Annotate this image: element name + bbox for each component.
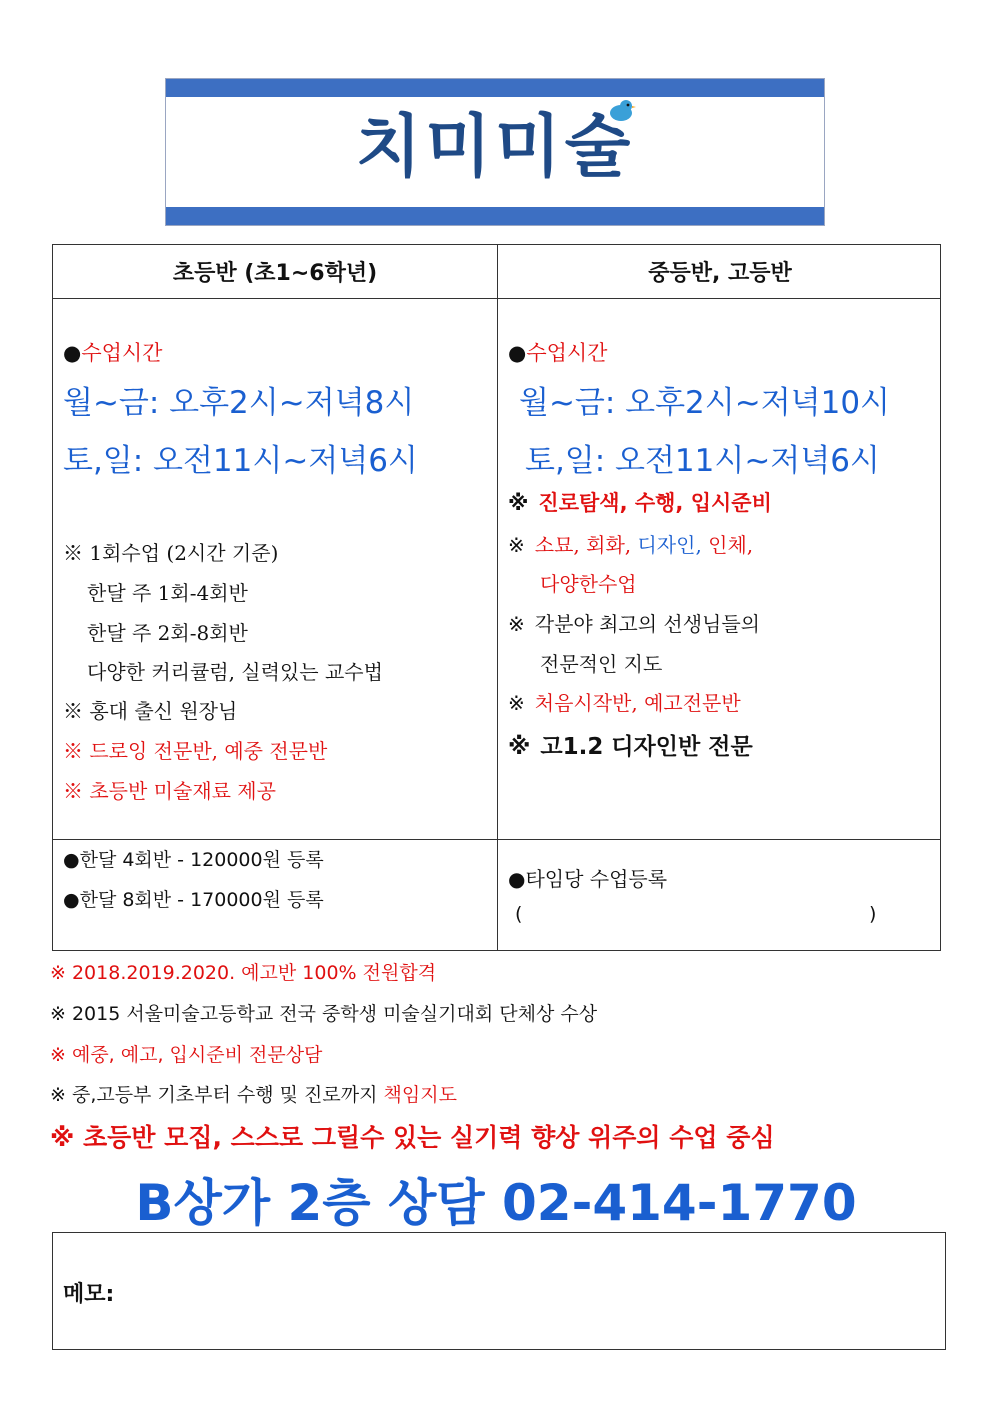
secondary-weekday-hours: 월~금: 오후2시~저녁10시 xyxy=(519,385,890,421)
elementary-note: ※ 1회수업 (2시간 기준) xyxy=(63,541,279,565)
footer-note-guidance: ※ 중,고등부 기초부터 수행 및 진로까지 책임지도 xyxy=(50,1084,457,1106)
footer-note-consult: ※ 예중, 예고, 입시준비 전문상담 xyxy=(50,1044,323,1066)
elementary-note: ※ 홍대 출신 원장님 xyxy=(63,699,238,723)
secondary-note-career: ※ 진로탐색, 수행, 입시준비 xyxy=(508,491,772,515)
elementary-red-note: ※ 드로잉 전문반, 예중 전문반 xyxy=(63,739,328,763)
bullet-icon: ● xyxy=(508,341,527,365)
logo-text: 치미미술 xyxy=(355,108,635,187)
elementary-time-label: ●수업시간 xyxy=(63,341,163,365)
banner-top-stripe xyxy=(166,79,824,97)
memo-label: 메모: xyxy=(63,1282,115,1307)
column-divider xyxy=(497,245,498,950)
logo-banner xyxy=(165,78,825,226)
bullet-icon: ● xyxy=(63,889,80,911)
memo-box xyxy=(52,1232,946,1350)
elementary-weekend-hours: 토,일: 오전11시~저녁6시 xyxy=(63,443,418,479)
secondary-note-classes: ※ 소묘, 회화, 디자인, 인체, xyxy=(508,533,754,557)
elementary-note: 다양한 커리큘럼, 실력있는 교수법 xyxy=(87,660,383,684)
elementary-red-note: ※ 초등반 미술재료 제공 xyxy=(63,779,276,803)
fee-divider xyxy=(53,839,940,840)
bullet-icon: ● xyxy=(63,341,82,365)
secondary-time-label: ●수업시간 xyxy=(508,341,608,365)
middle-high-header: 중등반, 고등반 xyxy=(648,261,792,286)
timed-registration: ●타임당 수업등록 xyxy=(508,867,668,891)
secondary-weekend-hours: 토,일: 오전11시~저녁6시 xyxy=(525,443,880,479)
secondary-note-beginner: ※ 처음시작반, 예고전문반 xyxy=(508,691,741,715)
elementary-note: 한달 주 1회-4회반 xyxy=(87,581,248,605)
class-info-table xyxy=(52,244,941,951)
paren-close: ) xyxy=(869,903,877,925)
secondary-note-teachers-cont: 전문적인 지도 xyxy=(540,652,663,676)
secondary-note-design: ※ 고1.2 디자인반 전문 xyxy=(508,734,753,760)
elementary-note: 한달 주 2회-8회반 xyxy=(87,621,248,645)
elementary-weekday-hours: 월~금: 오후2시~저녁8시 xyxy=(63,385,415,421)
footer-note-award: ※ 2015 서울미술고등학교 전국 중학생 미술실기대회 단체상 수상 xyxy=(50,1003,598,1025)
header-divider xyxy=(53,298,940,299)
secondary-note-teachers: ※ 각분야 최고의 선생님들의 xyxy=(508,612,761,636)
contact-phone: B상가 2층 상담 02-414-1770 xyxy=(135,1174,857,1232)
paren-open: ( xyxy=(515,903,523,925)
fee-4-times: ●한달 4회반 - 120000원 등록 xyxy=(63,849,324,871)
footer-note-pass: ※ 2018.2019.2020. 예고반 100% 전원합격 xyxy=(50,962,437,984)
secondary-note-classes-cont: 다양한수업 xyxy=(540,572,637,596)
fee-8-times: ●한달 8회반 - 170000원 등록 xyxy=(63,889,324,911)
bullet-icon: ● xyxy=(63,849,80,871)
footer-note-recruit: ※ 초등반 모집, 스스로 그릴수 있는 실기력 향상 위주의 수업 중심 xyxy=(50,1123,775,1152)
banner-bottom-stripe xyxy=(166,207,824,225)
bullet-icon: ● xyxy=(508,867,526,891)
elementary-header: 초등반 (초1~6학년) xyxy=(172,261,378,286)
